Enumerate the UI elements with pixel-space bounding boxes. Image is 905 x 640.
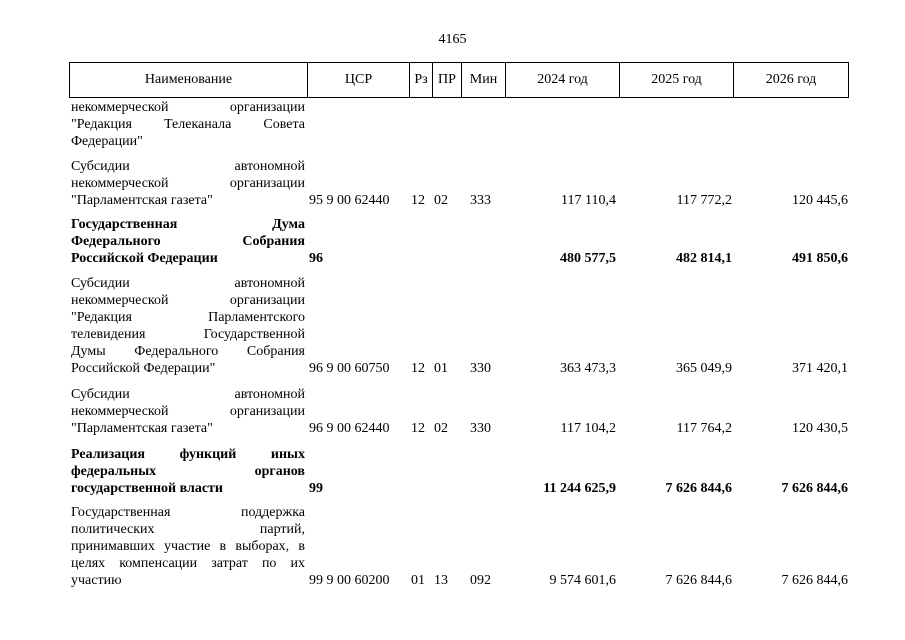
name-line: принимавших участие в выборах, в [71, 539, 305, 554]
cell-pr: 02 [434, 421, 448, 436]
header-2025: 2025 год [620, 63, 734, 97]
cell-2024: 480 577,5 [560, 251, 616, 266]
name-line: телевидения Государственной [71, 327, 305, 342]
name-line: некоммерческой организации [71, 293, 305, 308]
header-pr: ПР [433, 63, 462, 97]
cell-pr: 01 [434, 361, 448, 376]
cell-pr: 13 [434, 573, 448, 588]
header-min: Мин [462, 63, 506, 97]
cell-2026: 120 445,6 [792, 193, 848, 208]
cell-2024: 117 104,2 [560, 421, 616, 436]
cell-2024: 117 110,4 [561, 193, 616, 208]
name-line: Субсидии автономной [71, 159, 305, 174]
cell-csr: 99 9 00 60200 [309, 573, 390, 588]
name-line: некоммерческой организации [71, 100, 305, 115]
cell-rz: 01 [411, 573, 425, 588]
name-line: участию [71, 573, 122, 588]
cell-2026: 120 430,5 [792, 421, 848, 436]
name-line: "Редакция Парламентского [71, 310, 305, 325]
row-name [71, 216, 305, 267]
cell-2025: 365 049,9 [676, 361, 732, 376]
cell-2026: 371 420,1 [792, 361, 848, 376]
cell-2025: 7 626 844,6 [665, 481, 732, 496]
name-line: Российской Федерации" [71, 361, 216, 376]
cell-csr: 99 [309, 481, 323, 496]
cell-2025: 7 626 844,6 [665, 573, 732, 588]
name-line: некоммерческой организации [71, 176, 305, 191]
cell-pr: 02 [434, 193, 448, 208]
cell-2025: 117 772,2 [676, 193, 732, 208]
name-line: Федерации" [71, 134, 143, 149]
name-line: Государственная поддержка [71, 505, 305, 520]
name-line: "Редакция Телеканала Совета [71, 117, 305, 132]
cell-csr: 96 9 00 62440 [309, 421, 390, 436]
page-number: 4165 [438, 32, 467, 47]
name-line: федеральных органов [71, 464, 305, 479]
name-line: Субсидии автономной [71, 276, 305, 291]
row-name [71, 504, 305, 589]
cell-2025: 117 764,2 [676, 421, 732, 436]
name-line: Российской Федерации [71, 251, 218, 266]
cell-csr: 95 9 00 62440 [309, 193, 390, 208]
header-2026: 2026 год [765, 72, 817, 87]
header-csr: ЦСР [308, 63, 410, 97]
name-line: политических партий, [71, 522, 305, 537]
table-header [69, 62, 849, 98]
row-name [71, 158, 305, 209]
cell-rz: 12 [411, 361, 425, 376]
name-line: некоммерческой организации [71, 404, 305, 419]
name-line: государственной власти [71, 481, 223, 496]
cell-2024: 11 244 625,9 [543, 481, 616, 496]
cell-2025: 482 814,1 [676, 251, 732, 266]
name-line: Думы Федерального Собрания [71, 344, 305, 359]
row-name [71, 99, 305, 150]
cell-min: 333 [470, 193, 491, 208]
cell-min: 330 [470, 421, 491, 436]
cell-csr: 96 [309, 251, 323, 266]
cell-2024: 363 473,3 [560, 361, 616, 376]
header-rz: Рз [410, 63, 433, 97]
cell-2026: 7 626 844,6 [781, 481, 848, 496]
cell-2024: 9 574 601,6 [549, 573, 616, 588]
row-name [71, 275, 305, 377]
name-line: "Парламентская газета" [71, 421, 213, 436]
header-2024: 2024 год [506, 63, 620, 97]
row-name [71, 446, 305, 497]
cell-min: 092 [470, 573, 491, 588]
row-name [71, 386, 305, 437]
name-line: Федерального Собрания [71, 234, 305, 249]
cell-csr: 96 9 00 60750 [309, 361, 390, 376]
cell-2026: 7 626 844,6 [781, 573, 848, 588]
name-line: "Парламентская газета" [71, 193, 213, 208]
header-name: Наименование [70, 63, 308, 97]
name-line: Субсидии автономной [71, 387, 305, 402]
cell-2026: 491 850,6 [792, 251, 848, 266]
cell-rz: 12 [411, 421, 425, 436]
name-line: Реализация функций иных [71, 447, 305, 462]
name-line: целях компенсации затрат по их [71, 556, 305, 571]
name-line: Государственная Дума [71, 217, 305, 232]
cell-min: 330 [470, 361, 491, 376]
cell-rz: 12 [411, 193, 425, 208]
